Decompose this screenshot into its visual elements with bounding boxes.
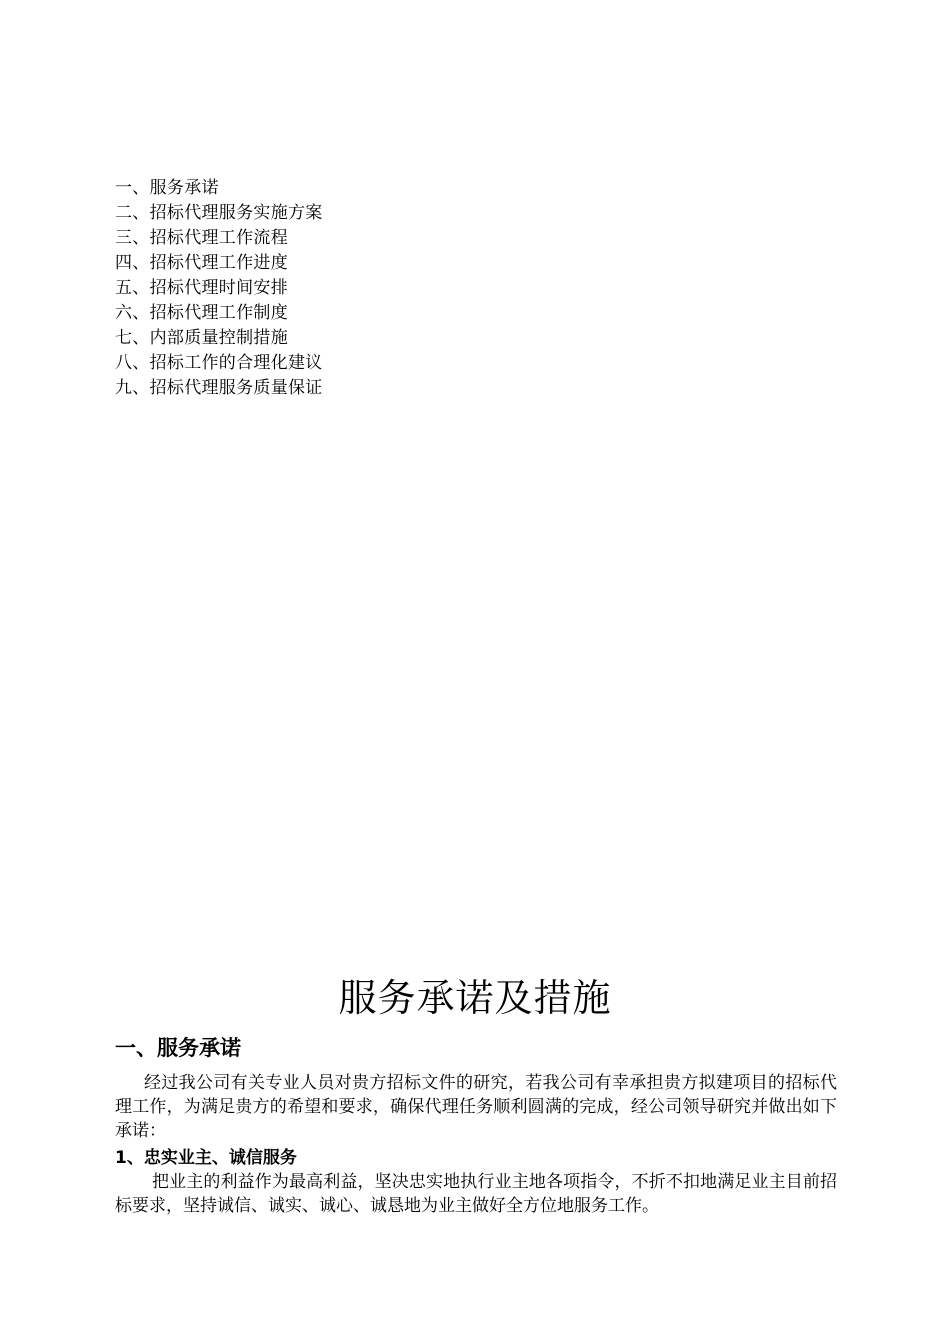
- toc-item: 八、招标工作的合理化建议: [115, 353, 323, 373]
- toc-item: 七、内部质量控制措施: [115, 328, 288, 348]
- toc-item: 九、招标代理服务质量保证: [115, 378, 323, 398]
- toc-item: 二、招标代理服务实施方案: [115, 203, 323, 223]
- toc-item: 三、招标代理工作流程: [115, 228, 288, 248]
- body-paragraph: 把业主的利益作为最高利益，坚决忠实地执行业主地各项指令，不折不扣地满足业主目前招标要求，坚持诚信、诚实、诚心、诚恳地为业主做好全方位地服务工作。: [115, 1172, 837, 1216]
- intro-paragraph: 经过我公司有关专业人员对贵方招标文件的研究，若我公司有幸承担贵方拟建项目的招标代理工作，为满足贵方的希望和要求，确保代理任务顺利圆满的完成，经公司领导研究并做出如下承诺：: [115, 1073, 837, 1141]
- section-heading: 一、服务承诺: [115, 1036, 241, 1060]
- table-of-contents: [115, 176, 323, 401]
- toc-item: 四、招标代理工作进度: [115, 253, 288, 273]
- toc-item: 六、招标代理工作制度: [115, 303, 288, 323]
- toc-item: 五、招标代理时间安排: [115, 278, 288, 298]
- document-title: 服务承诺及措施: [338, 976, 612, 1020]
- sub-heading: 1、忠实业主、诚信服务: [115, 1148, 297, 1168]
- toc-item: 一、服务承诺: [115, 178, 219, 198]
